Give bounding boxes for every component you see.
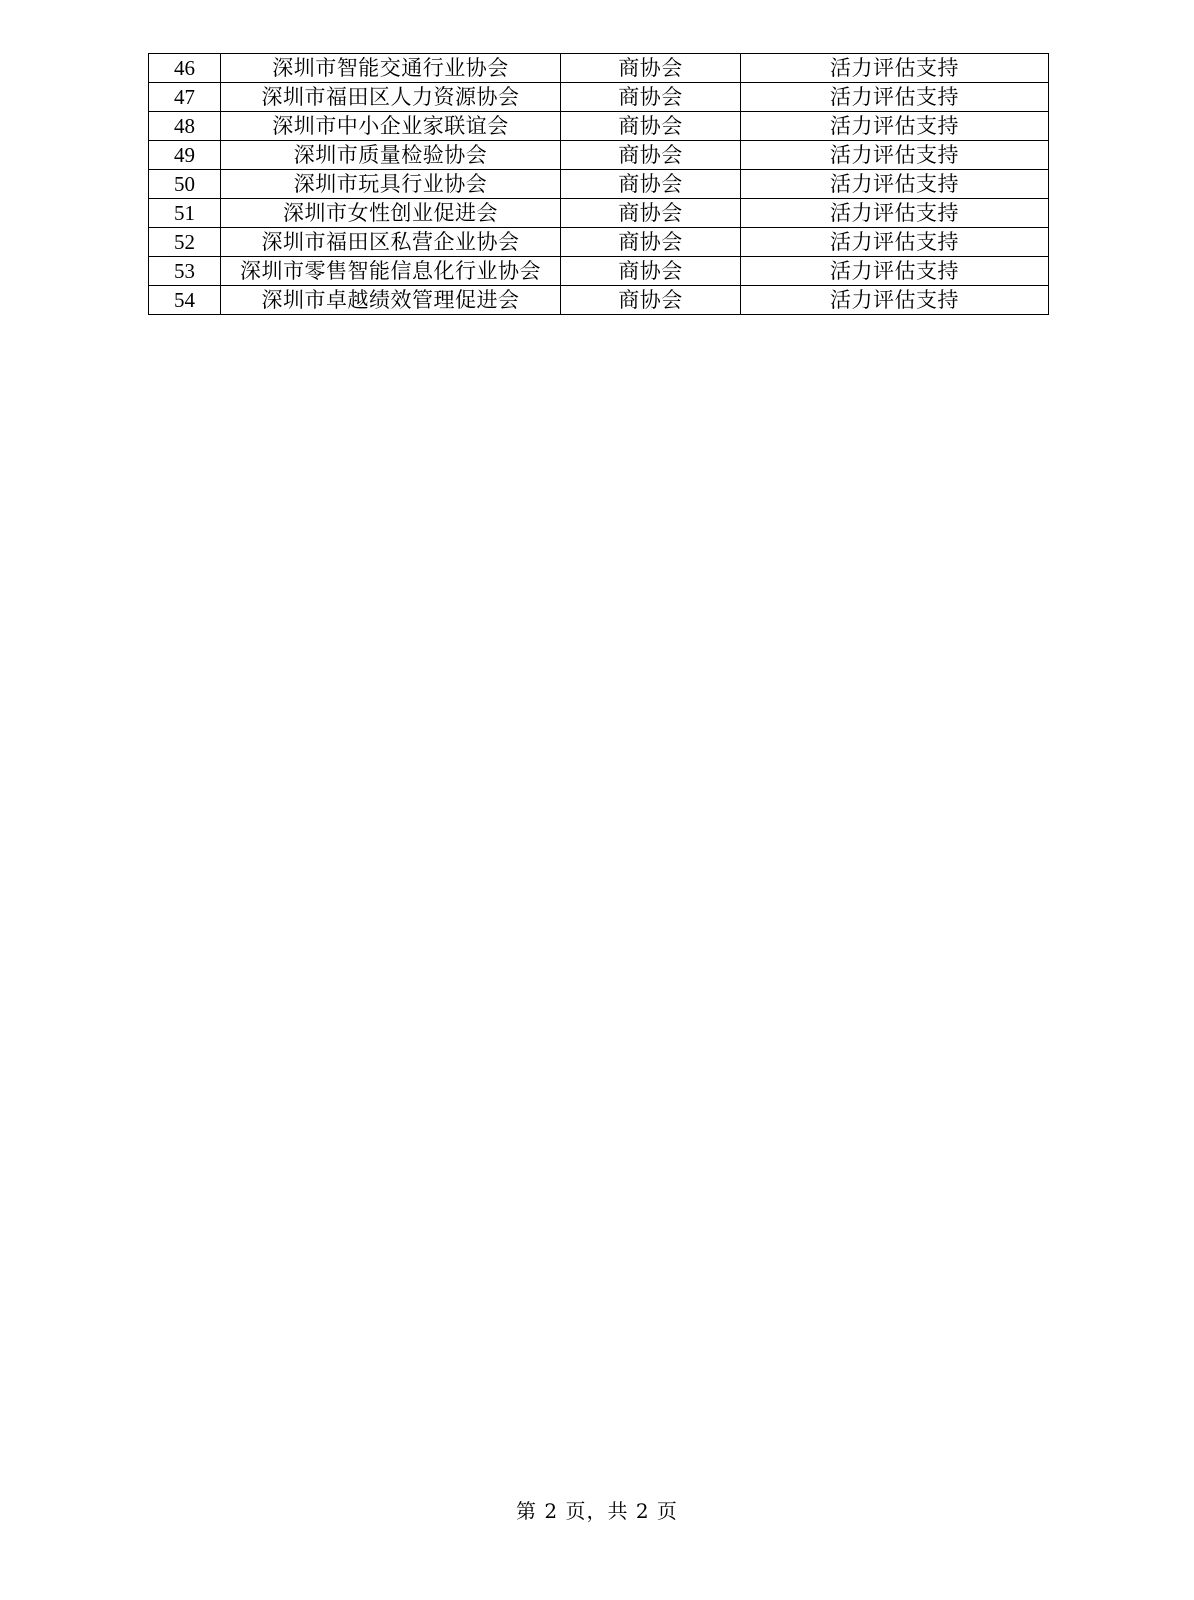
row-support-item: 活力评估支持 xyxy=(741,83,1049,112)
row-organization: 深圳市智能交通行业协会 xyxy=(221,54,561,83)
row-organization: 深圳市福田区私营企业协会 xyxy=(221,228,561,257)
row-support-item: 活力评估支持 xyxy=(741,257,1049,286)
row-index: 46 xyxy=(149,54,221,83)
row-category: 商协会 xyxy=(561,141,741,170)
row-index: 54 xyxy=(149,286,221,315)
row-category: 商协会 xyxy=(561,83,741,112)
row-organization: 深圳市零售智能信息化行业协会 xyxy=(221,257,561,286)
row-index: 48 xyxy=(149,112,221,141)
row-support-item: 活力评估支持 xyxy=(741,228,1049,257)
row-organization: 深圳市玩具行业协会 xyxy=(221,170,561,199)
row-category: 商协会 xyxy=(561,112,741,141)
row-category: 商协会 xyxy=(561,54,741,83)
table-row xyxy=(149,83,1049,112)
row-support-item: 活力评估支持 xyxy=(741,199,1049,228)
page-footer: 第 2 页，共 2 页 xyxy=(516,1499,678,1523)
table-row xyxy=(149,170,1049,199)
row-support-item: 活力评估支持 xyxy=(741,54,1049,83)
row-index: 49 xyxy=(149,141,221,170)
table-row xyxy=(149,141,1049,170)
row-category: 商协会 xyxy=(561,286,741,315)
table-row xyxy=(149,54,1049,83)
row-support-item: 活力评估支持 xyxy=(741,112,1049,141)
table-row xyxy=(149,199,1049,228)
table-row xyxy=(149,257,1049,286)
row-organization: 深圳市质量检验协会 xyxy=(221,141,561,170)
table-row xyxy=(149,286,1049,315)
row-category: 商协会 xyxy=(561,199,741,228)
row-index: 51 xyxy=(149,199,221,228)
row-category: 商协会 xyxy=(561,170,741,199)
row-category: 商协会 xyxy=(561,228,741,257)
table-row xyxy=(149,112,1049,141)
row-organization: 深圳市卓越绩效管理促进会 xyxy=(221,286,561,315)
organization-table xyxy=(148,53,1049,315)
row-index: 52 xyxy=(149,228,221,257)
row-organization: 深圳市中小企业家联谊会 xyxy=(221,112,561,141)
row-organization: 深圳市福田区人力资源协会 xyxy=(221,83,561,112)
table-row xyxy=(149,228,1049,257)
row-index: 50 xyxy=(149,170,221,199)
row-index: 47 xyxy=(149,83,221,112)
row-support-item: 活力评估支持 xyxy=(741,141,1049,170)
row-support-item: 活力评估支持 xyxy=(741,286,1049,315)
row-support-item: 活力评估支持 xyxy=(741,170,1049,199)
row-index: 53 xyxy=(149,257,221,286)
row-organization: 深圳市女性创业促进会 xyxy=(221,199,561,228)
row-category: 商协会 xyxy=(561,257,741,286)
